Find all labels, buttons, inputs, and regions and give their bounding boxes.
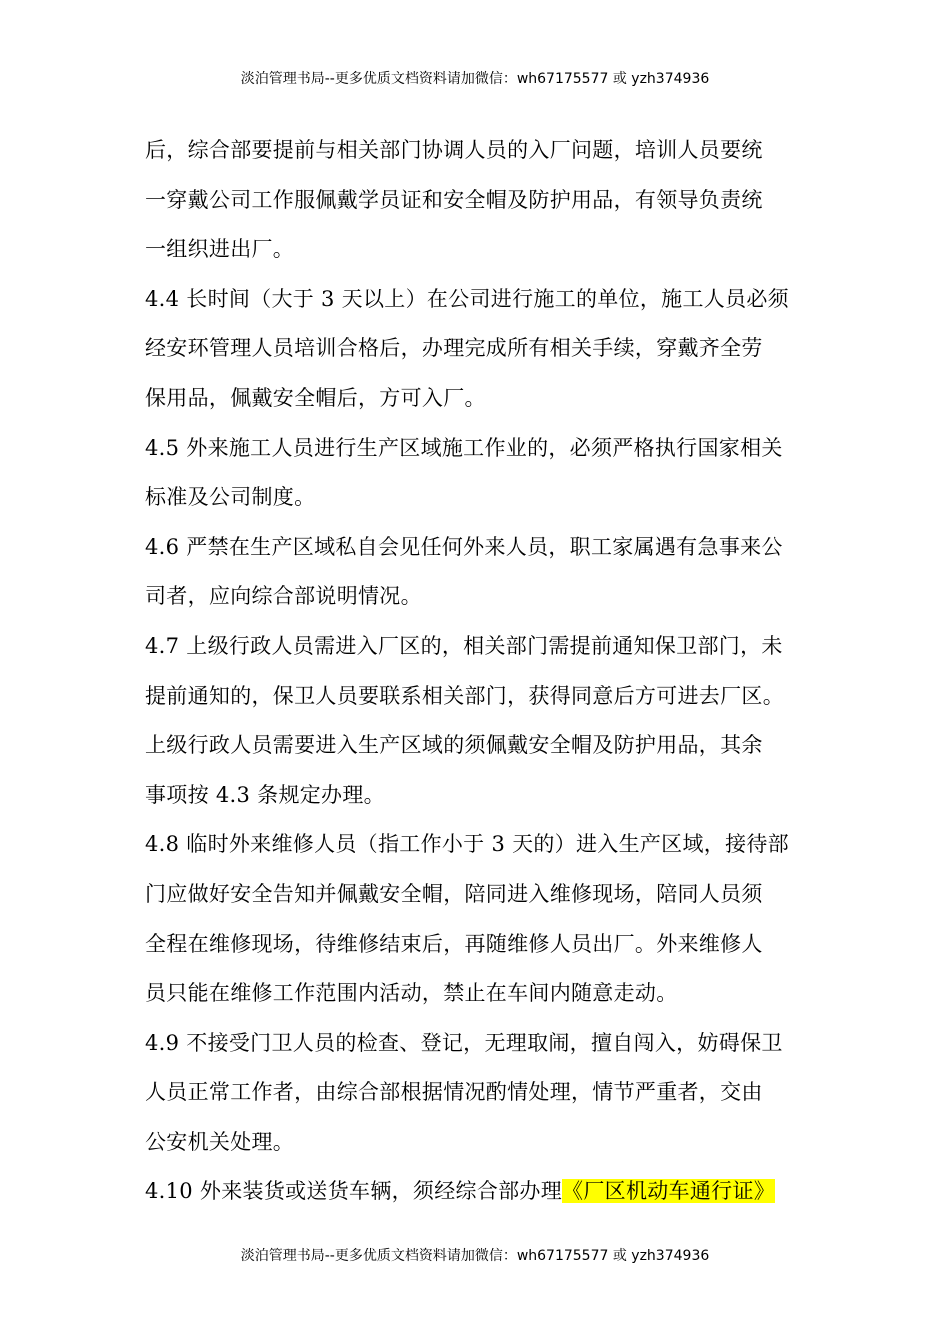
text-line: 公安机关处理。 bbox=[145, 1129, 295, 1154]
text-line: 司者，应向综合部说明情况。 bbox=[145, 584, 422, 609]
text-line: 后，综合部要提前与相关部门协调人员的入厂问题，培训人员要统 bbox=[145, 138, 763, 162]
text-line: 经安环管理人员培训合格后，办理完成所有相关手续，穿戴齐全劳 bbox=[145, 336, 763, 361]
text-line: 一组织进出厂。 bbox=[145, 237, 295, 262]
text-line: 4.8 临时外来维修人员（指工作小于 3 天的）进入生产区域，接待部 bbox=[145, 832, 789, 857]
highlighted-permit-title: 《厂区机动车通行证》 bbox=[562, 1179, 776, 1204]
text-line-last bbox=[145, 1167, 815, 1217]
text-line: 员只能在维修工作范围内活动，禁止在车间内随意走动。 bbox=[145, 981, 678, 1006]
text-line: 人员正常工作者，由综合部根据情况酌情处理，情节严重者，交由 bbox=[145, 1080, 763, 1105]
text-line: 全程在维修现场，待维修结束后，再随维修人员出厂。外来维修人 bbox=[145, 931, 763, 956]
text-line: 标准及公司制度。 bbox=[145, 485, 316, 510]
text-line: 4.9 不接受门卫人员的检查、登记，无理取闹，擅自闯入，妨碍保卫 bbox=[145, 1030, 783, 1055]
text-line: 一穿戴公司工作服佩戴学员证和安全帽及防护用品，有领导负责统 bbox=[145, 187, 763, 212]
text-line: 门应做好安全告知并佩戴安全帽，陪同进入维修现场，陪同人员须 bbox=[145, 881, 763, 906]
document-body bbox=[145, 126, 815, 1217]
text-line: 4.7 上级行政人员需进入厂区的，相关部门需提前通知保卫部门，未 bbox=[145, 633, 783, 658]
page-footer: 淡泊管理书局--更多优质文档资料请加微信：wh67175577 或 yzh374936 bbox=[240, 1248, 710, 1264]
page-header: 淡泊管理书局--更多优质文档资料请加微信：wh67175577 或 yzh374936 bbox=[240, 71, 710, 87]
text-line: 保用品，佩戴安全帽后，方可入厂。 bbox=[145, 385, 486, 410]
last-line-text: 4.10 外来装货或送货车辆，须经综合部办理 bbox=[145, 1179, 563, 1204]
text-line: 4.5 外来施工人员进行生产区域施工作业的，必须严格执行国家相关 bbox=[145, 435, 783, 460]
text-line: 4.6 严禁在生产区域私自会见任何外来人员，职工家属遇有急事来公 bbox=[145, 534, 783, 559]
text-line: 上级行政人员需要进入生产区域的须佩戴安全帽及防护用品，其余 bbox=[145, 733, 763, 758]
text-line: 提前通知的，保卫人员要联系相关部门，获得同意后方可进去厂区。 bbox=[145, 683, 784, 708]
text-line: 4.4 长时间（大于 3 天以上）在公司进行施工的单位，施工人员必须 bbox=[145, 286, 789, 311]
text-line: 事项按 4.3 条规定办理。 bbox=[145, 782, 385, 807]
